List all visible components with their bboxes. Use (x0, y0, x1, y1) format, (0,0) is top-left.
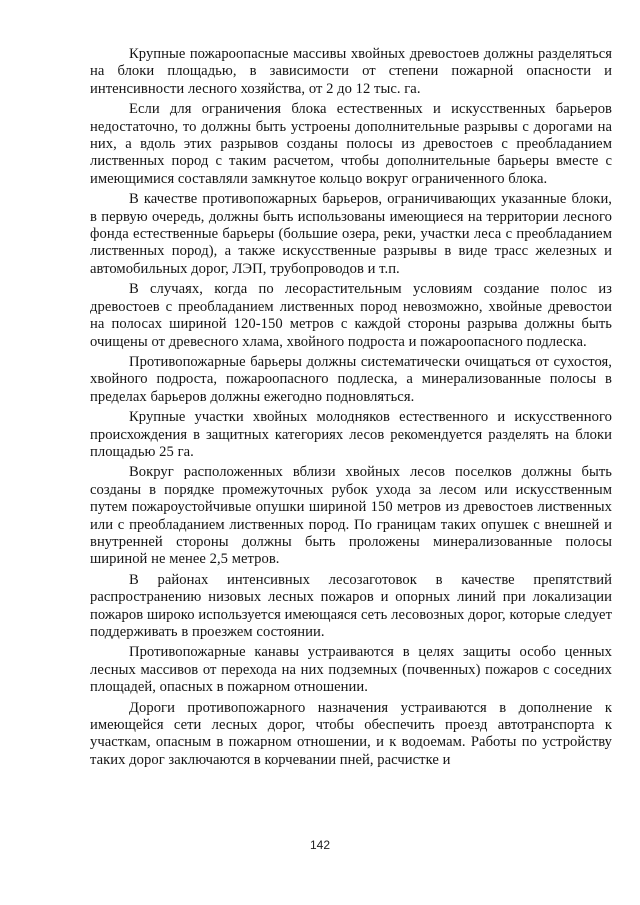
page-number: 142 (309, 838, 331, 852)
paragraph-1: Крупные пожароопасные массивы хвойных древостоев должны разделяться на блоки площадью, в зависимости от степени пожарной опасности и интенсивности лесного хозяйства, от 2 до 12 тыс. га. (90, 46, 612, 97)
paragraph-7: Вокруг расположенных вблизи хвойных лесов поселков должны быть созданы в порядке промежуточных рубок ухода за лесом или искусственным путем пожароустойчивые опушки шириной 150 метров из древостоев лиственных или с преобладанием лиственных пород. По границам таких опушек с внешней и внутренней стороны должны быть проложены минерализованные полосы шириной не менее 2,5 метров. (90, 464, 612, 568)
paragraph-5: Противопожарные барьеры должны систематически очищаться от сухостоя, хвойного подроста, пожароопасного подлеска, а минерализованные полосы в пределах барьеров должны ежегодно подновляться. (90, 353, 612, 405)
paragraph-2: Если для ограничения блока естественных и искусственных барьеров недостаточно, то должны быть устроены дополнительные разрывы с дорогами на них, а вдоль этих разрывов созданы полосы из древостоев с преобладанием лиственных пород с таким расчетом, чтобы дополнительные барьеры вместе с имеющимися составляли замкнутое кольцо вокруг ограниченного блока. (90, 101, 612, 187)
page-body (90, 46, 612, 772)
paragraph-9: Противопожарные канавы устраиваются в целях защиты особо ценных лесных массивов от перехода на них подземных (почвенных) пожаров с соседних площадей, опасных в пожарном отношении. (90, 644, 612, 696)
paragraph-10: Дороги противопожарного назначения устраиваются в дополнение к имеющейся сети лесных дорог, чтобы обеспечить проезд автотранспорта к участкам, опасным в пожарном отношении, и к водоемам. Работы по устройству таких дорог заключаются в корчевании пней, расчистке и (90, 699, 612, 768)
paragraph-6: Крупные участки хвойных молодняков естественного и искусственного происхождения в защитных категориях лесов рекомендуется разделять на блоки площадью 25 га. (90, 409, 612, 460)
paragraph-4: В случаях, когда по лесорастительным условиям создание полос из древостоев с преобладанием лиственных пород невозможно, хвойные древостои на полосах шириной 120-150 метров с каждой стороны разрыва должны быть очищены от древесного хлама, хвойного подроста и пожароопасного подлеска. (90, 281, 612, 350)
paragraph-8: В районах интенсивных лесозаготовок в качестве препятствий распространению низовых лесных пожаров и опорных линий при локализации пожаров широко используется имеющаяся сеть лесовозных дорог, которые следует поддерживать в проезжем состоянии. (90, 571, 612, 640)
paragraph-3: В качестве противопожарных барьеров, ограничивающих указанные блоки, в первую очередь, должны быть использованы имеющиеся на территории лесного фонда естественные барьеры (большие озера, реки, участки леса с преобладанием лиственных пород), а также искусственные разрывы в виде трасс железных и автомобильных дорог, ЛЭП, трубопроводов и т.п. (90, 191, 612, 277)
